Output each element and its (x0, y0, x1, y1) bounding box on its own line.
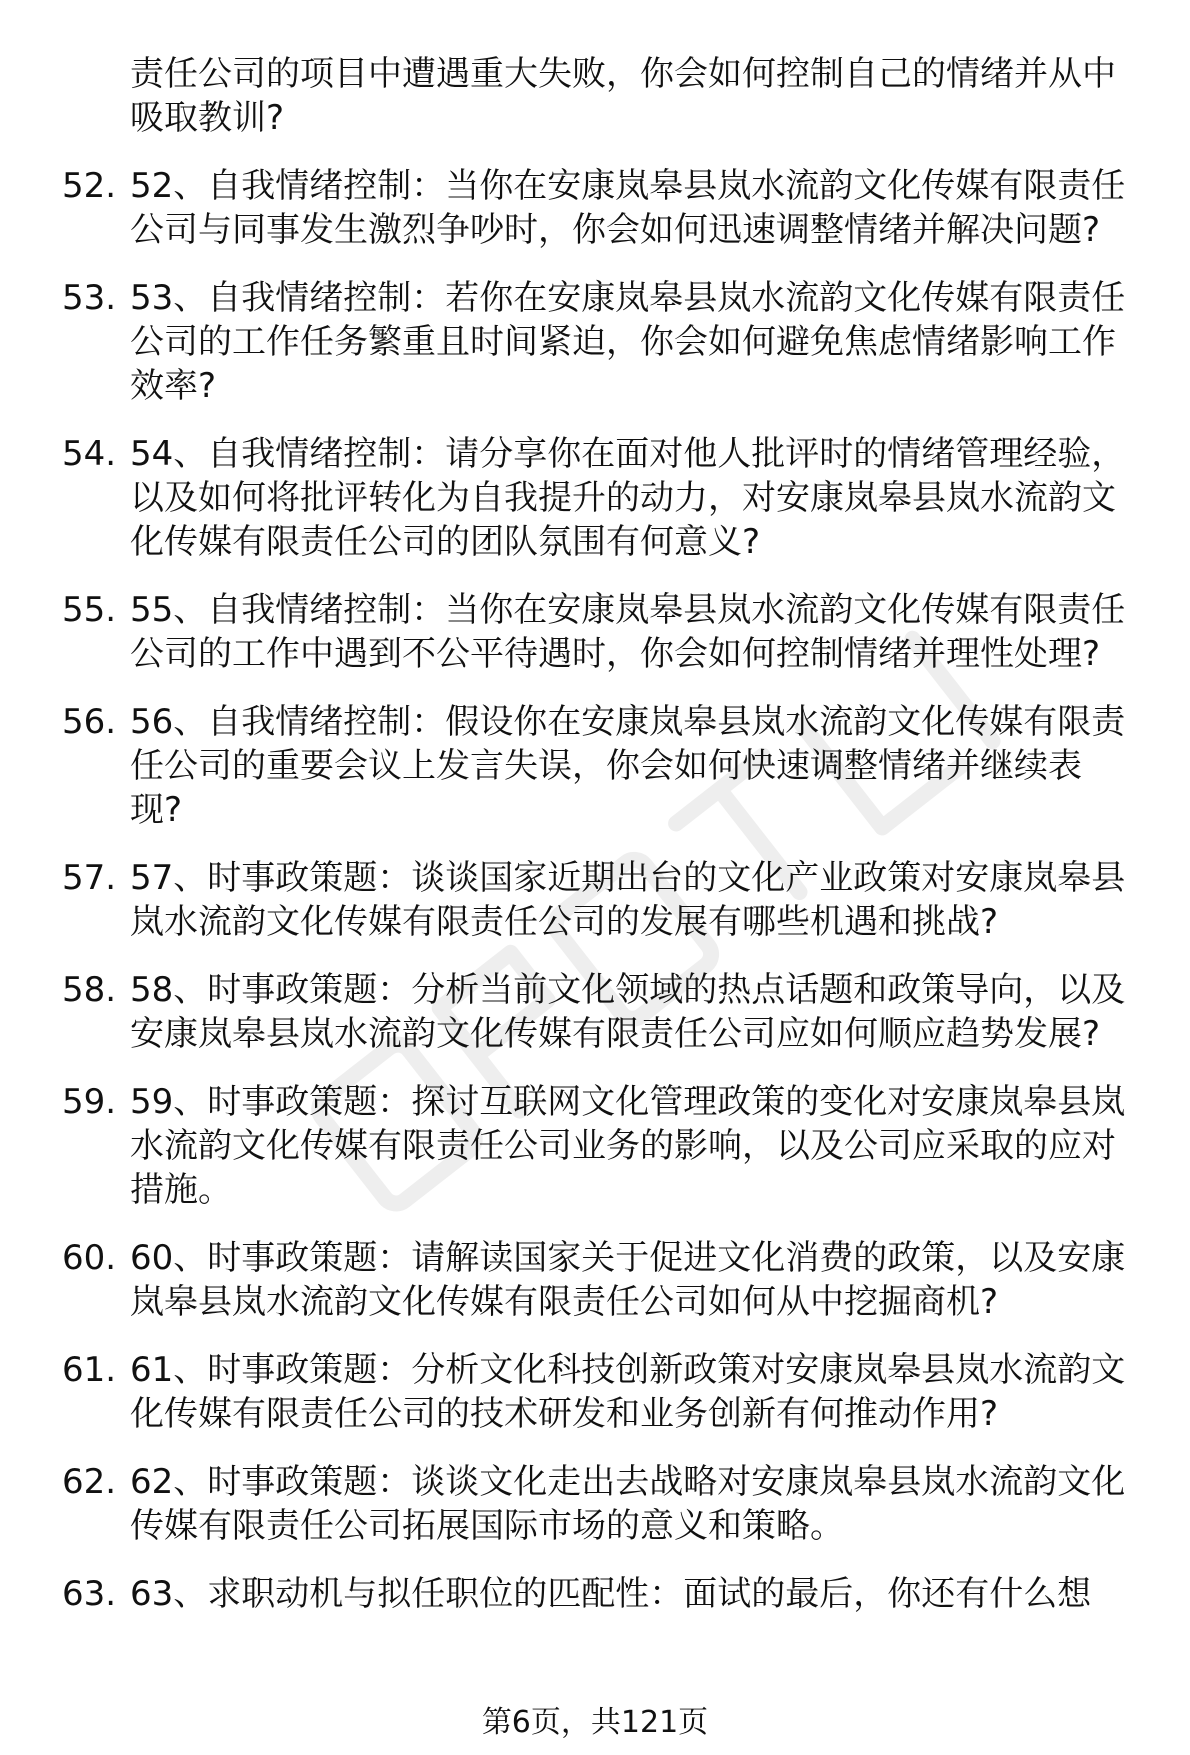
page-footer: 第6页，共121页 (481, 1705, 709, 1740)
continuation-paragraph (130, 52, 1152, 140)
item-text: 60、时事政策题：请解读国家关于促进文化消费的政策，以及安康岚皋县岚水流韵文化传媒有限责任公司如何从中挖掘商机? (130, 1238, 1126, 1322)
list-item (62, 1348, 1152, 1436)
continuation-text: 责任公司的项目中遭遇重大失败，你会如何控制自己的情绪并从中吸取教训? (130, 54, 1116, 138)
item-number: 55. (62, 590, 117, 630)
item-number: 62. (62, 1462, 117, 1502)
list-item (62, 276, 1152, 408)
item-text: 61、时事政策题：分析文化科技创新政策对安康岚皋县岚水流韵文化传媒有限责任公司的技术研发和业务创新有何推动作用? (130, 1350, 1126, 1434)
list-item (62, 700, 1152, 832)
list-item (62, 1236, 1152, 1324)
item-number: 56. (62, 702, 117, 742)
item-text: 58、时事政策题：分析当前文化领域的热点话题和政策导向，以及安康岚皋县岚水流韵文化传媒有限责任公司应如何顺应趋势发展? (130, 970, 1126, 1054)
item-text: 62、时事政策题：谈谈文化走出去战略对安康岚皋县岚水流韵文化传媒有限责任公司拓展国际市场的意义和策略。 (130, 1462, 1126, 1546)
item-number: 59. (62, 1082, 117, 1122)
list-item (62, 164, 1152, 252)
item-number: 53. (62, 278, 117, 318)
item-text: 54、自我情绪控制：请分享你在面对他人批评时的情绪管理经验，以及如何将批评转化为自我提升的动力，对安康岚皋县岚水流韵文化传媒有限责任公司的团队氛围有何意义? (130, 434, 1126, 562)
list-item (62, 856, 1152, 944)
item-text: 63、求职动机与拟任职位的匹配性：面试的最后，你还有什么想 (130, 1574, 1092, 1614)
list-item (62, 1460, 1152, 1548)
item-text: 53、自我情绪控制：若你在安康岚皋县岚水流韵文化传媒有限责任公司的工作任务繁重且时间紧迫，你会如何避免焦虑情绪影响工作效率? (130, 278, 1126, 406)
list-item (62, 1080, 1152, 1212)
item-number: 63. (62, 1574, 117, 1614)
item-text: 55、自我情绪控制：当你在安康岚皋县岚水流韵文化传媒有限责任公司的工作中遇到不公平待遇时，你会如何控制情绪并理性处理? (130, 590, 1126, 674)
item-number: 61. (62, 1350, 117, 1390)
list-item (62, 432, 1152, 564)
item-number: 58. (62, 970, 117, 1010)
item-number: 57. (62, 858, 117, 898)
item-number: 52. (62, 166, 117, 206)
item-number: 60. (62, 1238, 117, 1278)
question-list (62, 52, 1152, 1640)
list-item (62, 968, 1152, 1056)
list-item (62, 1572, 1152, 1616)
list-item (62, 588, 1152, 676)
item-text: 59、时事政策题：探讨互联网文化管理政策的变化对安康岚皋县岚水流韵文化传媒有限责任公司业务的影响，以及公司应采取的应对措施。 (130, 1082, 1126, 1210)
item-number: 54. (62, 434, 117, 474)
item-text: 52、自我情绪控制：当你在安康岚皋县岚水流韵文化传媒有限责任公司与同事发生激烈争吵时，你会如何迅速调整情绪并解决问题? (130, 166, 1126, 250)
item-text: 56、自我情绪控制：假设你在安康岚皋县岚水流韵文化传媒有限责任公司的重要会议上发言失误，你会如何快速调整情绪并继续表现? (130, 702, 1126, 830)
item-text: 57、时事政策题：谈谈国家近期出台的文化产业政策对安康岚皋县岚水流韵文化传媒有限责任公司的发展有哪些机遇和挑战? (130, 858, 1126, 942)
